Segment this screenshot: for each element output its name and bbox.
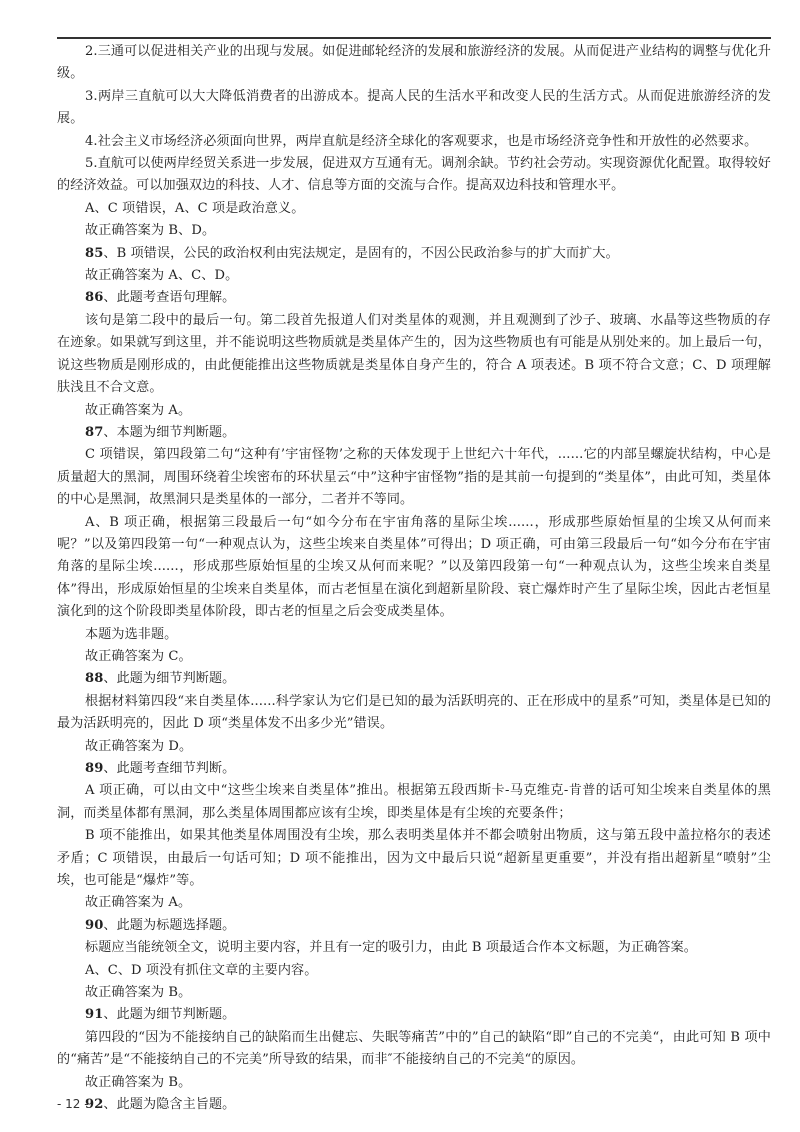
paragraph: 5.直航可以使两岸经贸关系进一步发展，促进双方互通有无。调剂余缺。节约社会劳动。实现资源优化配置。取得较好的经济效益。可以加强双边的科技、人才、信息等方面的交流与合作。提高双边科技和管理水平。 <box>57 156 771 194</box>
question-number: 86 <box>85 290 104 306</box>
question-89: 89、此题考查细节判断。 <box>85 761 236 776</box>
header-rule <box>57 37 771 39</box>
question-number: 92 <box>85 1097 104 1113</box>
paragraph: 标题应当能统领全文，说明主要内容，并且有一定的吸引力，由此 B 项最适合作本文标题，为正确答案。 <box>85 940 697 956</box>
page-body <box>57 41 771 1117</box>
question-91: 91、此题为细节判断题。 <box>85 1007 236 1023</box>
paragraph: 该句是第二段中的最后一句。第二段首先报道人们对类星体的观测，并且观测到了沙子、玻璃、水晶等这些物质的存在迹象。如果就写到这里，并不能说明这些物质就是类星体产生的，因为这些物质也有可能是从别处来的。加上最后一句，说这些物质是刚形成的，由此便能推出这些物质就是类星体自身产生的，符合 A 项表述。B 项不符合文意；C、D 项理解肤浅且不合文意。 <box>57 312 771 396</box>
paragraph: 故正确答案为 A、C、D。 <box>85 268 239 284</box>
paragraph: 3.两岸三直航可以大大降低消费者的出游成本。提高人民的生活水平和改变人民的生活方式。从而促进旅游经济的发展。 <box>57 88 771 127</box>
page-number: - 12 - <box>57 1097 89 1111</box>
paragraph: 故正确答案为 A。 <box>85 895 192 911</box>
question-number: 91 <box>85 1007 104 1023</box>
paragraph: 故正确答案为 A。 <box>85 402 192 418</box>
paragraph: A、C、D 项没有抓住文章的主要内容。 <box>85 962 318 978</box>
question-number: 88 <box>85 671 104 687</box>
question-88: 88、此题为细节判断题。 <box>85 671 236 687</box>
paragraph: 根据材料第四段“来自类星体......科学家认为它们是已知的最为活跃明亮的、正在形成中的星系”可知，类星体是已知的最为活跃明亮的，因此 D 项“类星体发不出多少光”错误。 <box>57 693 771 732</box>
paragraph: 4.社会主义市场经济必须面向世界，两岸直航是经济全球化的客观要求，也是市场经济竞争性和开放性的必然要求。 <box>85 133 758 149</box>
paragraph: A、B 项正确，根据第三段最后一句“如今分布在宇宙角落的星际尘埃......，形成那些原始恒星的尘埃又从何而来呢？”以及第四段第一句“一种观点认为，这些尘埃来自类星体”可得出；D 项正确，可由第三段最后一句“如今分布在宇宙角落的星际尘埃......，形成那些原始恒星的尘埃又从何而来呢？”以及第四段第一句“一种观点认为，这些尘埃来自类星体”得出，形成原始恒星的尘埃来自类星体，而古老恒星在演化到超新星阶段、衰亡爆炸时产生了星际尘埃，因此古老恒星演化到的这个阶段即类星体阶段，即古老的恒星之后会变成类星体。 <box>57 514 771 620</box>
question-number: 87 <box>85 424 104 440</box>
paragraph: 故正确答案为 C。 <box>85 648 192 664</box>
paragraph: 第四段的“因为不能接纳自己的缺陷而生出健忘、失眠等痛苦”中的”自己的缺陷“即”自己的不完美“，由此可知 B 项中的“痛苦”是“不能接纳自己的不完美”所导致的结果，而非″不能接纳自己的不完美“的原因。 <box>57 1029 771 1068</box>
question-90: 90、此题为标题选择题。 <box>85 917 236 933</box>
question-85: 85、B 项错误，公民的政治权利由宪法规定，是固有的，不因公民政治参与的扩大而扩大。 <box>85 245 619 261</box>
paragraph: A、C 项错误，A、C 项是政治意义。 <box>85 200 305 216</box>
paragraph: 故正确答案为 B。 <box>85 1074 192 1090</box>
paragraph: 本题为选非题。 <box>85 626 178 642</box>
paragraph: 故正确答案为 D。 <box>85 738 193 754</box>
question-87: 87、本题为细节判断题。 <box>85 424 236 440</box>
paragraph: C 项错误，第四段第二句“这种有’宇宙怪物’之称的天体发现于上世纪六十年代，......它的内部呈螺旋状结构，中心是质量超大的黑洞，周围环绕着尘埃密布的环状星云“中”这种宇宙怪物”指的是其前一句提到的“类星体”，由此可知，类星体的中心是黑洞，故黑洞只是类星体的一部分，二者并不等同。 <box>57 447 771 508</box>
paragraph: 2.三通可以促进相关产业的出现与发展。如促进邮轮经济的发展和旅游经济的发展。从而促进产业结构的调整与优化升级。 <box>57 44 771 82</box>
paragraph: 故正确答案为 B。 <box>85 985 192 1001</box>
question-number: 89 <box>85 761 104 776</box>
paragraph: 故正确答案为 B、D。 <box>85 223 216 239</box>
paragraph: B 项不能推出，如果其他类星体周围没有尘埃，那么表明类星体并不都会喷射出物质，这与第五段中盖拉格尔的表述矛盾；C 项错误，由最后一句话可知；D 项不能推出，因为文中最后只说“超新星更重要”，并没有指出超新星“喷射”尘埃，也可能是“爆炸”等。 <box>57 828 771 889</box>
question-92: 92、此题为隐含主旨题。 <box>85 1097 236 1113</box>
question-number: 85 <box>85 245 104 261</box>
question-number: 90 <box>85 917 104 933</box>
paragraph: A 项正确，可以由文中“这些尘埃来自类星体”推出。根据第五段西斯卡-马克维克-肯普的话可知尘埃来自类星体的黑洞，而类星体都有黑洞，那么类星体周围都应该有尘埃，即类星体是有尘埃的充要条件； <box>57 783 771 821</box>
question-86: 86、此题考查语句理解。 <box>85 290 236 306</box>
